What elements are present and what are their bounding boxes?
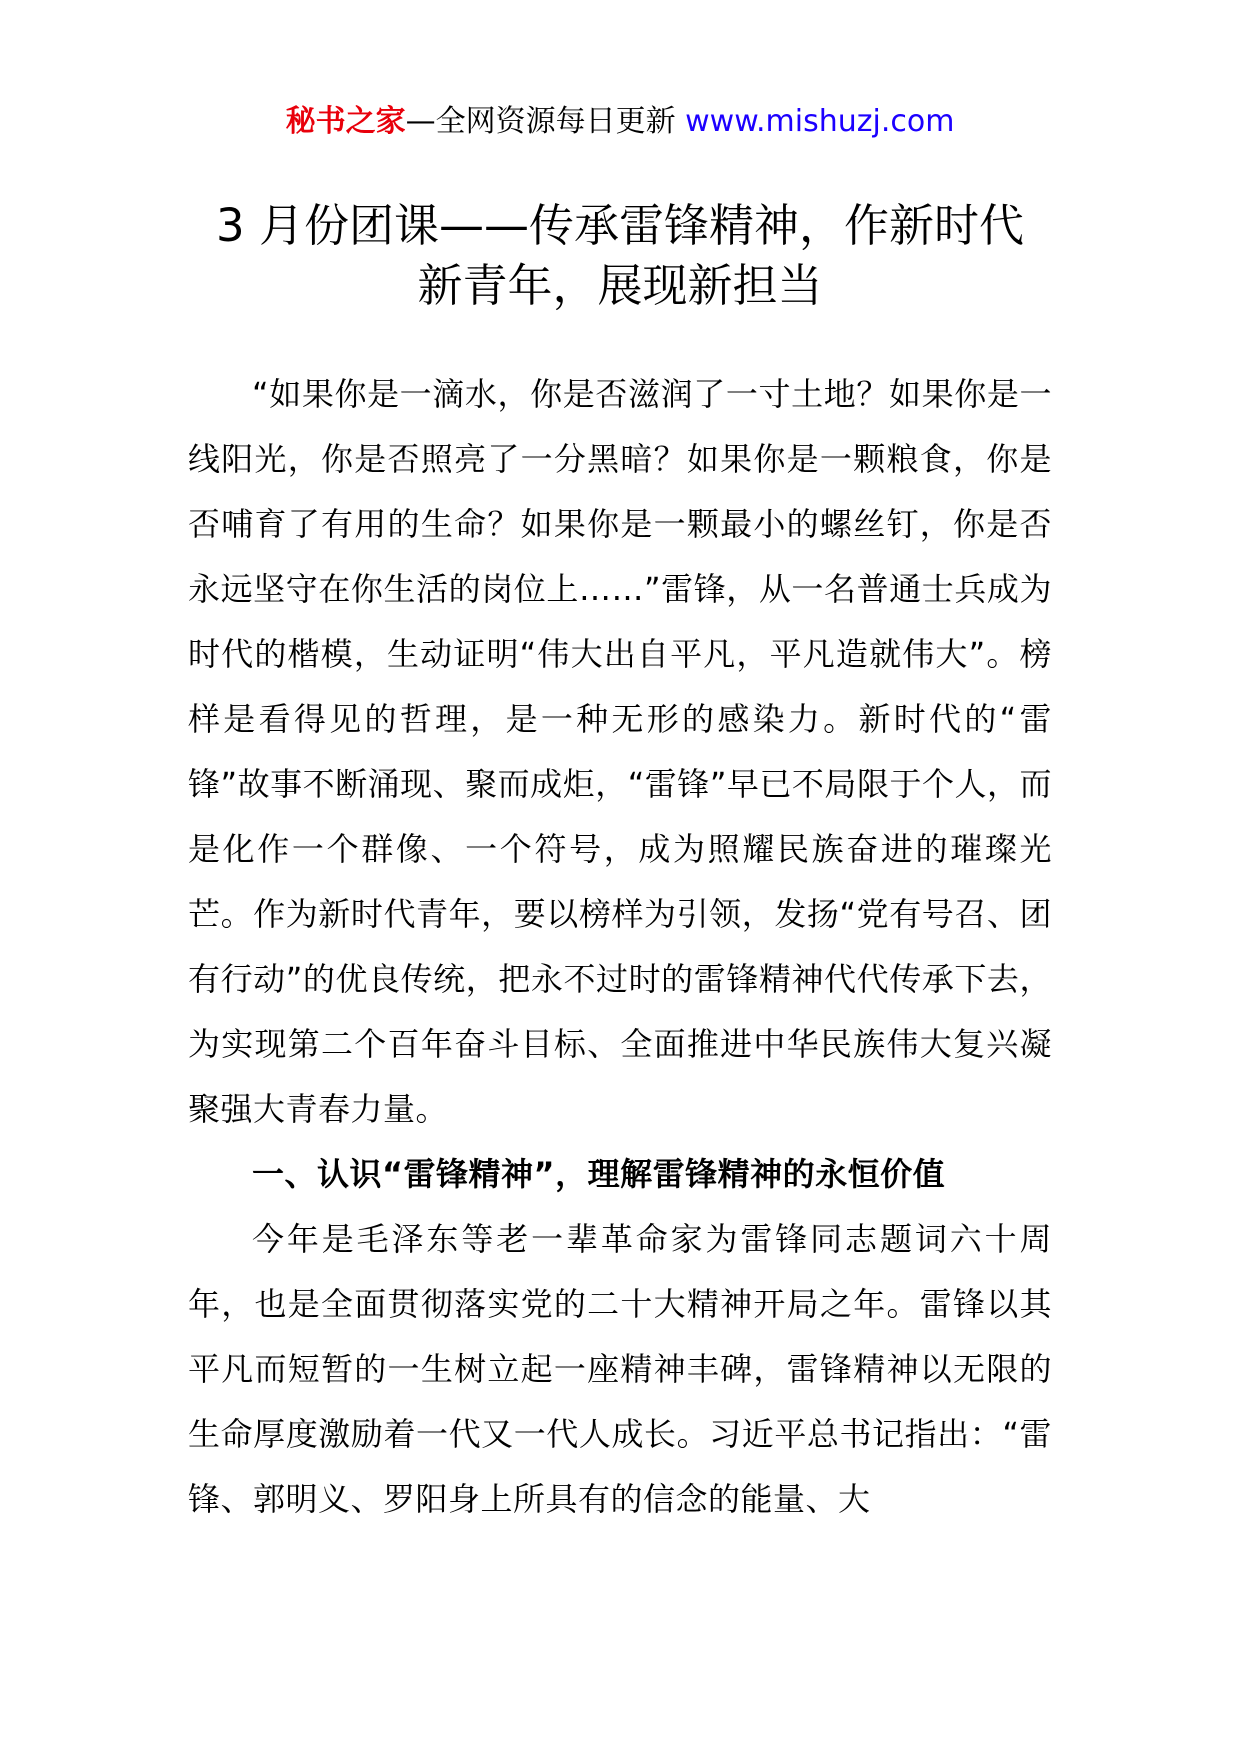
brand-name: 秘书之家 bbox=[285, 104, 406, 139]
paragraph-section-1: 今年是毛泽东等老一辈革命家为雷锋同志题词六十周年，也是全面贯彻落实党的二十大精神开局之年。雷锋以其平凡而短暂的一生树立起一座精神丰碑，雷锋精神以无限的生命厚度激励着一代又一代人成长。习近平总书记指出：“雷锋、郭明义、罗阳身上所具有的信念的能量、大 bbox=[188, 1220, 1052, 1518]
section-heading-1: 一、认识“雷锋精神”，理解雷锋精神的永恒价值 bbox=[252, 1155, 946, 1193]
site-url-link[interactable]: www.mishuzj.com bbox=[685, 104, 955, 139]
title-line-2: 新青年，展现新担当 bbox=[417, 259, 823, 312]
header-tagline: —全网资源每日更新 bbox=[405, 104, 676, 139]
paragraph-intro: “如果你是一滴水，你是否滋润了一寸土地？如果你是一线阳光，你是否照亮了一分黑暗？如果你是一颗粮食，你是否哺育了有用的生命？如果你是一颗最小的螺丝钉，你是否永远坚守在你生活的岗位上……”雷锋，从一名普通士兵成为时代的楷模，生动证明“伟大出自平凡，平凡造就伟大”。榜样是看得见的哲理，是一种无形的感染力。新时代的“雷锋”故事不断涌现、聚而成炬，“雷锋”早已不局限于个人，而是化作一个群像、一个符号，成为照耀民族奋进的璀璨光芒。作为新时代青年，要以榜样为引领，发扬“党有号召、团有行动”的优良传统，把永不过时的雷锋精神代代传承下去，为实现第二个百年奋斗目标、全面推进中华民族伟大复兴凝聚强大青春力量。 bbox=[188, 375, 1052, 1128]
document-title bbox=[190, 196, 1050, 316]
document-body bbox=[188, 362, 1052, 1532]
title-line-1: 3 月份团课——传承雷锋精神，作新时代 bbox=[216, 199, 1024, 252]
site-header bbox=[0, 100, 1240, 144]
